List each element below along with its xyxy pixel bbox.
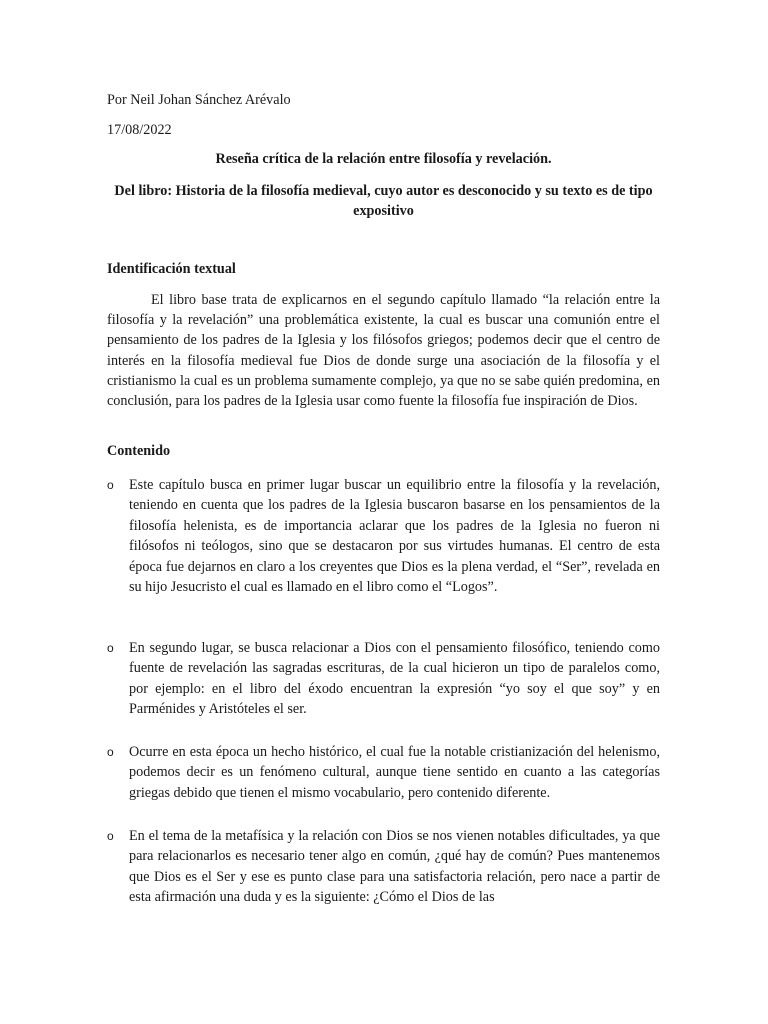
bullet-text: Este capítulo busca en primer lugar buscar un equilibrio entre la filosofía y la revelación, teniendo en cuenta que los padres de la Iglesia buscaron basarse en los pensamientos de la filosofía helenista, es de importancia aclarar que los padres de la Iglesia no fueron ni filósofos ni teólogos, sino que se destacaron por sus virtudes humanas. El centro de esta época fue dejarnos en claro a los creyentes que Dios es la plena verdad, el “Ser”, revelada en su hijo Jesucristo el cual es llamado en el libro como el “Logos”. <box>129 477 660 596</box>
section-paragraph-identificacion: El libro base trata de explicarnos en el segundo capítulo llamado “la relación entre la filosofía y la revelación” una problemática existente, la cual es buscar una comunión entre el pensamiento de los padres de la Iglesia y los filósofos griegos; podemos decir que el centro de interés en la filosofía medieval fue Dios de donde surge una asociación de la filosofía y el cristianismo la cual es un problema sumamente complejo, ya que no se sabe quién predomina, en conclusión, para los padres de la Iglesia usar como fuente la filosofía fue inspiración de Dios. <box>107 292 660 410</box>
bullet-text: En el tema de la metafísica y la relación con Dios se nos vienen notables dificultades, ya que para relacionarlos es necesario tener algo en común, ¿qué hay de común? Pues mantenemos que Dios es el Ser y ese es punto clase para una satisfactoria relación, pero nace a partir de esta afirmación una duda y es la siguiente: ¿Cómo el Dios de las <box>129 828 660 906</box>
date-line: 17/08/2022 <box>107 122 172 138</box>
author-line: Por Neil Johan Sánchez Arévalo <box>107 92 291 108</box>
document-subtitle: Del libro: Historia de la filosofía medieval, cuyo autor es desconocido y su texto es de tipo expositivo <box>114 183 653 219</box>
bullet-text: En segundo lugar, se busca relacionar a Dios con el pensamiento filosófico, teniendo como fuente de revelación las sagradas escrituras, de la cual hicieron un tipo de paralelos como, por ejemplo: en el libro del éxodo encuentran la expresión “yo soy el que soy” y en Parménides y Aristóteles el ser. <box>129 640 660 718</box>
bullet-marker: o <box>107 641 114 655</box>
document-title: Reseña crítica de la relación entre filosofía y revelación. <box>215 151 552 167</box>
bullet-marker: o <box>107 478 114 492</box>
section-heading-contenido: Contenido <box>107 443 171 459</box>
bullet-marker: o <box>107 829 114 843</box>
section-heading-identificacion: Identificación textual <box>107 261 236 277</box>
bullet-text: Ocurre en esta época un hecho histórico, el cual fue la notable cristianización del helenismo, podemos decir es un fenómeno cultural, aunque tiene sentido en cuanto a las categorías griegas debido que tienen el mismo vocabulario, pero contenido diferente. <box>129 744 660 801</box>
bullet-marker: o <box>107 745 114 759</box>
